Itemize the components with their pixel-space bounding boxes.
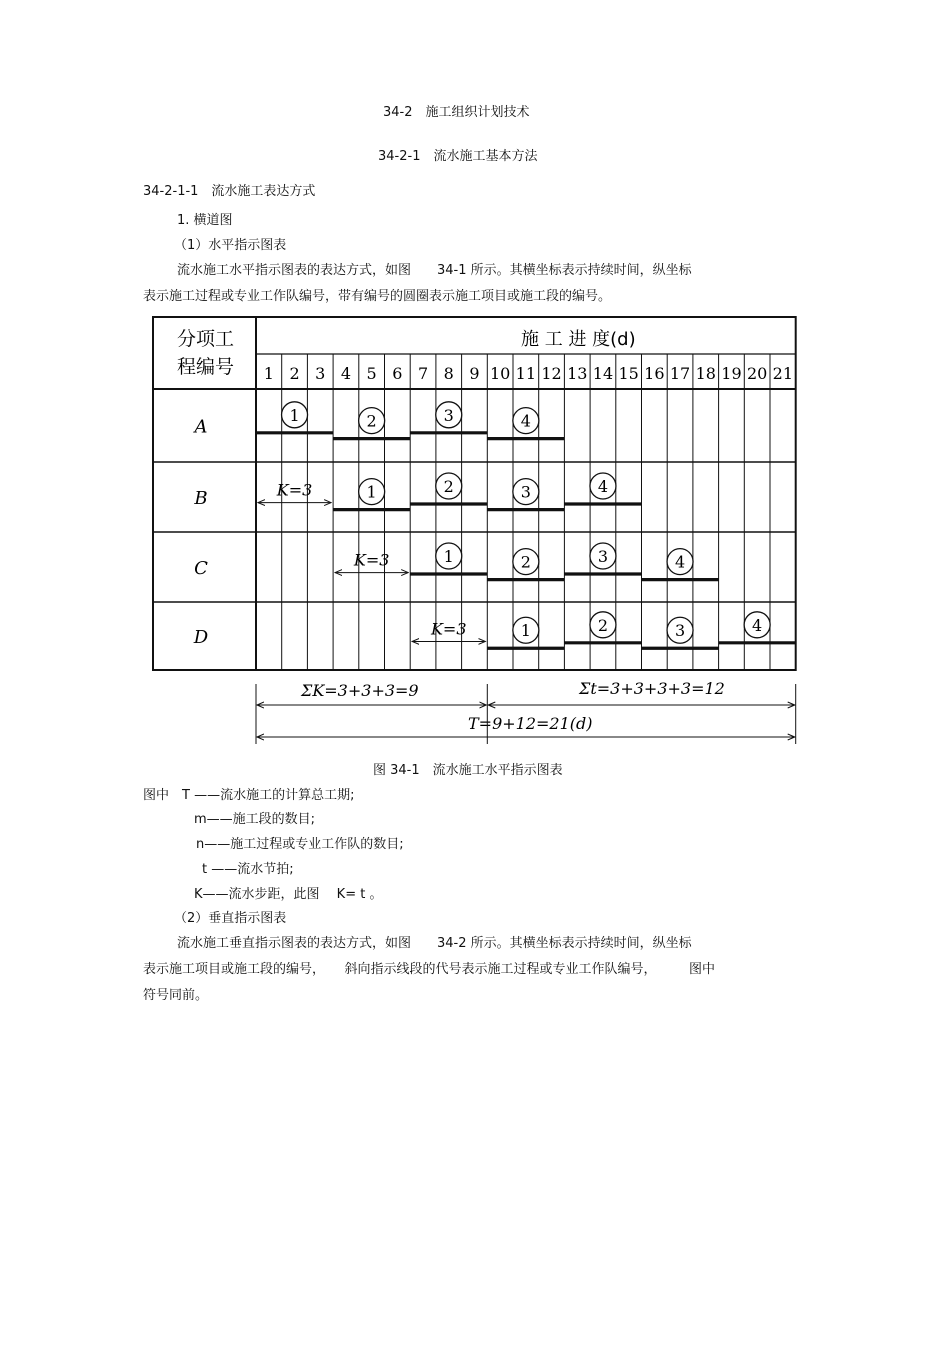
segment-label: 1: [443, 547, 454, 566]
k-label: K=3: [276, 480, 313, 500]
day-label: 17: [669, 364, 691, 383]
day-label: 1: [263, 364, 274, 383]
day-label: 9: [469, 364, 480, 383]
day-label: 5: [366, 364, 377, 383]
row-label-B: B: [194, 488, 208, 509]
day-label: 4: [340, 364, 352, 383]
segment-label: 4: [752, 615, 763, 635]
legend-m-sym: m: [194, 812, 207, 827]
legend-k-text: ——流水步距，此图 K= t 。: [202, 887, 383, 902]
day-label: 15: [618, 364, 639, 383]
legend-n: [196, 833, 404, 852]
figure-caption: 图 34-1 流水施工水平指示图表: [373, 763, 563, 778]
paragraph-1-line-1: 流水施工水平指示图表的表达方式，如图 34-1 所示。其横坐标表示持续时间，纵坐标: [177, 263, 692, 278]
list-item-1-2: （2）垂直指示图表: [174, 911, 287, 926]
day-label: 18: [695, 364, 716, 383]
paragraph-1-line-2: 表示施工过程或专业工作队编号，带有编号的圆圈表示施工项目或施工段的编号。: [143, 289, 612, 304]
list-item-1-1: （1）水平指示图表: [174, 238, 287, 253]
day-label: 6: [392, 364, 403, 383]
sum-k-label: ΣK=3+3+3=9: [301, 681, 419, 700]
list-item-1: 1. 横道图: [177, 213, 233, 228]
legend-t-sym: t: [202, 862, 208, 877]
sum-t-label: Σt=3+3+3+3=12: [579, 679, 725, 698]
legend-intro: 图中 T ——流水施工的计算总工期;: [143, 788, 355, 803]
legend-m: [194, 808, 315, 827]
legend-k-sym: K: [194, 887, 203, 902]
day-label: 13: [567, 364, 588, 383]
segment-label: 1: [289, 405, 300, 425]
gantt-figure: [143, 312, 805, 748]
day-label: 12: [541, 364, 562, 383]
day-label: 14: [592, 364, 614, 383]
day-label: 11: [515, 364, 537, 383]
paragraph-2-line-1: 流水施工垂直指示图表的表达方式，如图 34-2 所示。其横坐标表示持续时间，纵坐标: [177, 936, 692, 951]
day-label: 20: [746, 364, 768, 383]
paragraph-2-line-3: 符号同前。: [143, 988, 209, 1003]
legend-t-text: ——流水节拍;: [211, 862, 294, 877]
legend-n-sym: n: [196, 837, 205, 852]
day-label: 3: [315, 364, 326, 383]
segment-label: 1: [366, 482, 377, 502]
legend-T-text: ——流水施工的计算总工期;: [194, 788, 355, 803]
row-label-D: D: [193, 627, 209, 648]
subsection-title: 34-2-1 流水施工基本方法: [378, 149, 538, 164]
row-label-A: A: [194, 416, 208, 438]
legend-k: [194, 883, 382, 902]
header-top: 施 工 进 度(d): [521, 329, 636, 350]
segment-label: 4: [674, 552, 686, 572]
total-duration-label: T=9+12=21(d): [468, 714, 593, 733]
subsubsection-title: 34-2-1-1 流水施工表达方式: [143, 184, 316, 199]
row-label-C: C: [194, 558, 208, 579]
segment-label: 2: [520, 552, 531, 572]
segment-label: 3: [674, 621, 686, 641]
gantt-svg: [143, 312, 805, 748]
header-left-line1: 分项工: [177, 328, 235, 350]
segment-label: 3: [443, 405, 454, 425]
day-label: 21: [772, 364, 794, 383]
day-label: 2: [289, 364, 300, 383]
day-label: 19: [721, 364, 742, 383]
segment-label: 4: [520, 411, 531, 431]
segment-label: 1: [520, 621, 531, 641]
k-label: K=3: [430, 619, 467, 639]
header-left-line2: 程编号: [177, 356, 235, 378]
segment-label: 3: [597, 547, 609, 566]
day-label: 8: [443, 364, 454, 383]
segment-label: 2: [443, 477, 454, 496]
day-label: 10: [489, 364, 511, 383]
segment-label: 2: [597, 615, 609, 635]
section-title: 34-2 施工组织计划技术: [383, 105, 530, 120]
day-label: 7: [417, 364, 429, 383]
segment-label: 2: [366, 411, 377, 431]
segment-label: 3: [520, 482, 531, 502]
legend-t: [202, 858, 294, 877]
day-label: 16: [644, 364, 665, 383]
legend-m-text: ——施工段的数目;: [206, 812, 316, 827]
k-label: K=3: [353, 550, 390, 570]
legend-n-text: ——施工过程或专业工作队的数目;: [204, 837, 404, 852]
paragraph-2-line-2: 表示施工项目或施工段的编号， 斜向指示线段的代号表示施工过程或专业工作队编号， 图中: [143, 962, 716, 977]
segment-label: 4: [597, 477, 609, 496]
